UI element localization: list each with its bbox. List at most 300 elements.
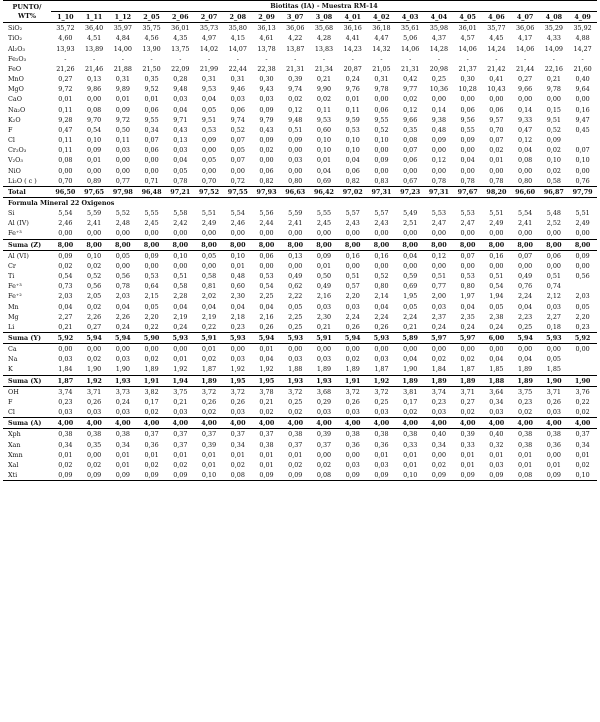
cation-row: [3, 271, 597, 281]
table-cell: 9,66: [518, 85, 533, 94]
table-cell: 13,87: [286, 44, 305, 53]
table-cell: 1,93: [310, 375, 339, 386]
table-cell: 0,59: [403, 272, 418, 281]
table-cell: 0,49: [288, 272, 303, 281]
table-cell: 2,19: [201, 312, 217, 321]
table-cell: 2,43: [345, 219, 360, 228]
table-cell: 0,89: [86, 176, 102, 185]
table-cell: 0,78: [173, 176, 188, 185]
table-cell: -: [437, 54, 440, 63]
table-cell: 0,60: [316, 125, 332, 134]
table-cell: 0,05: [575, 302, 590, 311]
table-cell: 0,13: [173, 136, 188, 145]
table-cell: 0,00: [201, 146, 217, 155]
table-cell: 5,59: [86, 209, 102, 218]
table-cell: 5,94: [338, 333, 367, 344]
table-cell: 0,39: [201, 440, 217, 449]
table-cell: 8,00: [338, 239, 367, 250]
table-cell: 3,82: [144, 387, 159, 396]
table-cell: 0,42: [403, 75, 418, 84]
table-cell: 21,31: [286, 64, 305, 73]
table-cell: 4,41: [345, 34, 360, 43]
table-cell: 2,27: [58, 312, 73, 321]
table-cell: 9,72: [58, 85, 73, 94]
table-cell: 5,54: [518, 209, 533, 218]
table-cell: 3,71: [460, 387, 475, 396]
table-cell: 9,53: [316, 115, 332, 124]
table-cell: 0,00: [489, 95, 504, 104]
table-cell: 4,45: [489, 34, 504, 43]
table-cell: 0,05: [546, 355, 561, 364]
table-cell: 0,37: [288, 440, 303, 449]
table-cell: 0,15: [546, 105, 561, 114]
table-cell: 0,00: [201, 166, 217, 175]
table-cell: 8,00: [396, 239, 425, 250]
table-cell: 0,00: [575, 229, 590, 238]
table-cell: 0,28: [173, 75, 188, 84]
table-cell: 0,09: [201, 136, 217, 145]
table-cell: 21,60: [573, 64, 592, 73]
table-cell: 6,00: [482, 333, 511, 344]
table-cell: 0,53: [345, 125, 360, 134]
table-cell: 2,47: [460, 219, 475, 228]
table-cell: 97,55: [223, 186, 252, 197]
table-cell: 9,77: [403, 85, 418, 94]
table-cell: 0,12: [431, 156, 447, 165]
row-label: Na: [8, 355, 18, 364]
table-cell: 14,28: [429, 44, 449, 53]
table-cell: 0,23: [431, 397, 447, 406]
column-header: 1_11: [80, 12, 109, 23]
table-cell: 13,93: [56, 44, 75, 53]
table-cell: -: [121, 54, 124, 63]
table-cell: 96,50: [51, 186, 80, 197]
table-cell: 0,01: [144, 95, 159, 104]
table-cell: 0,50: [115, 125, 130, 134]
table-cell: 0,06: [144, 146, 159, 155]
table-cell: 0,03: [374, 408, 389, 417]
oxide-row: [3, 176, 597, 187]
table-cell: 2,47: [431, 219, 447, 228]
table-cell: 0,49: [518, 272, 533, 281]
table-cell: 5,53: [431, 209, 447, 218]
table-cell: 1,95: [403, 292, 418, 301]
table-cell: 0,23: [518, 397, 533, 406]
table-cell: 9,48: [173, 85, 188, 94]
table-cell: 0,05: [144, 302, 159, 311]
table-cell: 5,57: [345, 209, 360, 218]
table-cell: 0,00: [460, 146, 475, 155]
table-cell: 0,00: [288, 229, 303, 238]
table-cell: 0,00: [489, 166, 504, 175]
table-cell: 0,04: [173, 302, 188, 311]
table-cell: 9,74: [288, 85, 303, 94]
table-cell: 0,02: [86, 355, 102, 364]
table-cell: 0,08: [58, 156, 73, 165]
row-label: Al₂O₃: [8, 44, 26, 53]
table-cell: 5,92: [51, 333, 80, 344]
table-cell: 0,04: [345, 156, 360, 165]
table-cell: 0,24: [115, 397, 130, 406]
table-cell: 97,23: [396, 186, 425, 197]
table-cell: 0,10: [86, 251, 102, 260]
table-cell: 2,37: [431, 312, 447, 321]
oxide-row: [3, 64, 597, 74]
table-cell: 0,08: [403, 136, 418, 145]
table-cell: 0,00: [201, 261, 217, 270]
table-cell: 0,00: [489, 229, 504, 238]
table-cell: 5,56: [259, 209, 274, 218]
column-header: 1_12: [108, 12, 137, 23]
table-cell: 14,06: [515, 44, 535, 53]
table-cell: 2,45: [144, 219, 159, 228]
row-label: Li: [8, 322, 15, 331]
table-cell: 36,01: [171, 24, 190, 33]
table-cell: 2,16: [316, 292, 332, 301]
table-cell: 0,00: [316, 345, 332, 354]
table-cell: 9,47: [575, 115, 590, 124]
table-cell: 0,21: [316, 322, 332, 331]
table-cell: 0,01: [259, 345, 274, 354]
table-cell: 0,00: [115, 261, 130, 270]
formula-title: Formula Mineral 22 Oxigenos: [8, 198, 115, 207]
table-cell: 3,72: [345, 387, 360, 396]
table-cell: 0,01: [345, 95, 360, 104]
table-cell: 0,09: [482, 470, 511, 481]
table-cell: 35,68: [314, 24, 334, 33]
table-cell: 0,48: [230, 272, 245, 281]
table-cell: 0,01: [58, 450, 73, 459]
table-cell: 0,00: [173, 261, 188, 270]
table-cell: 0,80: [288, 176, 303, 185]
table-cell: 0,26: [230, 397, 245, 406]
table-cell: 0,31: [201, 75, 217, 84]
table-cell: 0,37: [575, 430, 590, 439]
table-cell: 2,12: [546, 292, 561, 301]
table-cell: 0,02: [58, 261, 73, 270]
table-cell: 97,31: [367, 186, 396, 197]
table-cell: 22,16: [544, 64, 563, 73]
table-cell: 0,05: [403, 302, 418, 311]
table-cell: 4,00: [195, 418, 224, 429]
oxide-row: [3, 94, 597, 104]
table-cell: 5,51: [489, 209, 504, 218]
table-cell: 0,39: [288, 75, 303, 84]
table-cell: 0,07: [489, 136, 504, 145]
table-cell: 0,04: [518, 146, 533, 155]
table-cell: 0,00: [115, 229, 130, 238]
table-cell: 1,95: [252, 375, 281, 386]
table-cell: 2,52: [546, 219, 561, 228]
endmember-row: [3, 450, 597, 460]
table-cell: 0,04: [58, 302, 73, 311]
table-cell: 0,02: [288, 95, 303, 104]
table-cell: -: [64, 54, 67, 63]
table-cell: 2,49: [489, 219, 504, 228]
row-label: Xal: [8, 460, 19, 469]
table-cell: 9,55: [144, 115, 159, 124]
table-cell: 3,75: [173, 387, 188, 396]
table-cell: 1,91: [338, 375, 367, 386]
table-cell: 0,51: [431, 272, 447, 281]
table-cell: 0,37: [259, 430, 274, 439]
table-cell: 0,64: [144, 282, 159, 291]
table-cell: 0,00: [316, 229, 332, 238]
table-cell: 0,56: [86, 282, 102, 291]
table-cell: 0,00: [575, 95, 590, 104]
cation-row: [3, 228, 597, 239]
table-cell: 21,46: [84, 64, 104, 73]
table-cell: 21,99: [199, 64, 219, 73]
table-cell: 0,01: [173, 355, 188, 364]
table-cell: 2,24: [374, 312, 389, 321]
table-cell: 0,33: [403, 440, 418, 449]
table-cell: 0,07: [230, 136, 245, 145]
table-cell: 9,89: [115, 85, 130, 94]
table-cell: 8,00: [568, 239, 597, 250]
table-cell: 0,16: [489, 251, 504, 260]
table-cell: 0,01: [489, 156, 504, 165]
table-cell: -: [207, 54, 211, 63]
table-cell: 0,00: [345, 345, 360, 354]
table-cell: 0,80: [518, 176, 533, 185]
table-cell: 14,06: [458, 44, 477, 53]
row-label: TiO₂: [8, 34, 23, 43]
table-cell: 0,01: [144, 450, 159, 459]
table-cell: 13,78: [257, 44, 276, 53]
table-cell: 0,18: [546, 322, 561, 331]
table-cell: 0,09: [80, 470, 109, 481]
table-cell: 21,44: [515, 64, 535, 73]
table-cell: 2,51: [403, 219, 418, 228]
table-cell: 0,11: [316, 105, 332, 114]
table-cell: 0,10: [86, 136, 102, 145]
table-cell: 0,78: [460, 176, 475, 185]
table-cell: 0,01: [316, 261, 332, 270]
table-cell: 0,05: [201, 156, 217, 165]
table-cell: 0,00: [144, 166, 159, 175]
table-cell: 0,03: [115, 408, 130, 417]
table-cell: 0,01: [460, 450, 475, 459]
table-cell: 0,08: [518, 156, 533, 165]
table-cell: 0,34: [115, 440, 130, 449]
table-cell: 2,20: [144, 312, 159, 321]
table-cell: 0,00: [230, 229, 245, 238]
table-cell: 36,13: [257, 24, 276, 33]
table-cell: 0,00: [345, 261, 360, 270]
table-cell: 1,89: [518, 365, 533, 374]
table-cell: 4,15: [230, 34, 245, 43]
table-cell: 9,46: [230, 85, 245, 94]
table-cell: 3,72: [230, 387, 245, 396]
oxide-row: [3, 135, 597, 145]
cation-row: [3, 407, 597, 418]
table-cell: 2,20: [575, 312, 590, 321]
table-cell: -: [495, 54, 498, 63]
table-cell: 3,64: [489, 387, 504, 396]
table-cell: 8,00: [539, 239, 568, 250]
table-cell: 0,00: [86, 345, 102, 354]
table-cell: 96,48: [137, 186, 166, 197]
table-cell: 0,03: [489, 408, 504, 417]
table-cell: 36,01: [458, 24, 477, 33]
table-cell: 4,00: [482, 418, 511, 429]
table-cell: 0,01: [460, 460, 475, 469]
table-cell: 4,47: [374, 34, 389, 43]
table-cell: 0,34: [431, 440, 447, 449]
table-cell: 5,51: [575, 209, 590, 218]
table-cell: 0,72: [230, 176, 245, 185]
table-cell: 0,00: [86, 229, 102, 238]
table-cell: 0,00: [58, 229, 73, 238]
table-cell: 0,01: [201, 450, 217, 459]
table-cell: 14,07: [228, 44, 247, 53]
table-cell: 0,26: [345, 397, 360, 406]
formula-title-row: [3, 197, 597, 208]
table-cell: 8,00: [137, 239, 166, 250]
table-cell: 0,58: [173, 282, 188, 291]
table-cell: 8,00: [281, 239, 310, 250]
table-cell: 0,52: [374, 272, 389, 281]
table-cell: 2,00: [431, 292, 447, 301]
row-label: Li₂O ( c ): [8, 176, 37, 185]
endmember-row: [3, 470, 597, 481]
table-cell: 0,30: [259, 75, 274, 84]
table-cell: 0,04: [259, 302, 274, 311]
table-cell: 2,22: [288, 292, 303, 301]
table-cell: 35,77: [487, 24, 506, 33]
table-cell: 5,48: [546, 209, 561, 218]
table-cell: 0,00: [546, 95, 561, 104]
table-cell: 0,09: [539, 470, 568, 481]
table-cell: 1,87: [374, 365, 389, 374]
table-cell: 0,02: [575, 408, 590, 417]
table-cell: 2,03: [115, 292, 130, 301]
table-cell: 9,55: [374, 115, 389, 124]
table-cell: 8,00: [310, 239, 339, 250]
table-cell: 2,26: [115, 312, 130, 321]
table-cell: 0,23: [575, 322, 590, 331]
table-cell: 0,37: [173, 440, 188, 449]
table-cell: 0,04: [259, 355, 274, 364]
row-label: Fe₂O₃: [8, 54, 27, 63]
table-cell: 0,23: [230, 322, 245, 331]
table-cell: 0,00: [518, 166, 533, 175]
table-cell: 0,00: [259, 261, 274, 270]
table-cell: 0,00: [403, 345, 418, 354]
table-cell: 2,25: [288, 312, 303, 321]
table-cell: 0,09: [453, 470, 482, 481]
table-cell: 0,38: [546, 430, 561, 439]
sum-row: [3, 239, 597, 250]
table-cell: 0,00: [460, 95, 475, 104]
table-cell: 0,00: [288, 166, 303, 175]
table-cell: 0,27: [460, 397, 475, 406]
row-label: Suma (Z): [3, 239, 51, 250]
table-cell: 0,03: [316, 408, 332, 417]
table-cell: 0,00: [144, 156, 159, 165]
table-cell: 0,03: [259, 95, 274, 104]
table-cell: 9,86: [86, 85, 102, 94]
table-cell: 5,49: [403, 209, 418, 218]
table-cell: 0,11: [345, 105, 360, 114]
table-cell: 0,37: [173, 430, 188, 439]
oxide-row: [3, 125, 597, 135]
table-cell: 0,06: [460, 105, 475, 114]
table-cell: 0,00: [374, 146, 389, 155]
table-cell: 10,43: [487, 85, 506, 94]
table-cell: 2,41: [288, 219, 303, 228]
table-cell: 5,52: [115, 209, 130, 218]
table-cell: 3,72: [201, 387, 217, 396]
table-cell: 0,03: [173, 146, 188, 155]
table-cell: 0,76: [518, 282, 533, 291]
table-cell: 0,52: [230, 125, 245, 134]
table-cell: 2,35: [460, 312, 475, 321]
column-header: 4_01: [338, 12, 367, 23]
table-cell: 0,00: [546, 450, 561, 459]
column-header: 4_05: [453, 12, 482, 23]
table-cell: 0,00: [259, 229, 274, 238]
table-cell: 5,89: [396, 333, 425, 344]
table-cell: 0,53: [201, 125, 217, 134]
table-cell: 0,00: [460, 229, 475, 238]
table-cell: 0,82: [345, 176, 360, 185]
table-cell: 1,84: [58, 365, 73, 374]
table-cell: 0,00: [288, 261, 303, 270]
table-cell: 0,43: [173, 125, 188, 134]
table-cell: 0,10: [345, 136, 360, 145]
table-cell: 0,45: [575, 125, 590, 134]
table-cell: 0,00: [115, 156, 130, 165]
oxide-row: [3, 74, 597, 84]
table-cell: 0,04: [201, 302, 217, 311]
table-cell: 5,54: [58, 209, 73, 218]
row-label: Xph: [8, 430, 21, 439]
table-cell: 0,02: [201, 408, 217, 417]
table-cell: 0,02: [546, 166, 561, 175]
row-label: Cr₂O₃: [8, 146, 27, 155]
table-cell: 9,66: [403, 115, 418, 124]
table-cell: 0,05: [230, 146, 245, 155]
table-cell: 0,03: [173, 95, 188, 104]
table-cell: 0,05: [201, 251, 217, 260]
table-cell: 0,03: [230, 355, 245, 364]
table-cell: 0,40: [431, 430, 447, 439]
table-cell: 0,30: [460, 75, 475, 84]
table-cell: 8,00: [80, 239, 109, 250]
table-cell: 0,04: [518, 302, 533, 311]
table-cell: 0,10: [568, 470, 597, 481]
table-cell: 9,78: [546, 85, 561, 94]
table-cell: 9,59: [345, 115, 360, 124]
table-cell: 0,02: [431, 460, 447, 469]
table-cell: 2,44: [259, 219, 274, 228]
table-cell: 2,25: [259, 292, 274, 301]
table-cell: 9,70: [86, 115, 102, 124]
table-cell: 0,01: [115, 95, 130, 104]
table-cell: 2,19: [173, 312, 188, 321]
table-cell: 0,38: [403, 430, 418, 439]
table-cell: 0,38: [115, 430, 130, 439]
table-cell: 35,97: [113, 24, 132, 33]
table-cell: 0,23: [58, 397, 73, 406]
table-cell: 1,84: [431, 365, 447, 374]
table-cell: 0,25: [431, 75, 447, 84]
table-cell: 0,31: [230, 75, 245, 84]
table-cell: 0,26: [86, 397, 102, 406]
cation-row: [3, 312, 597, 322]
